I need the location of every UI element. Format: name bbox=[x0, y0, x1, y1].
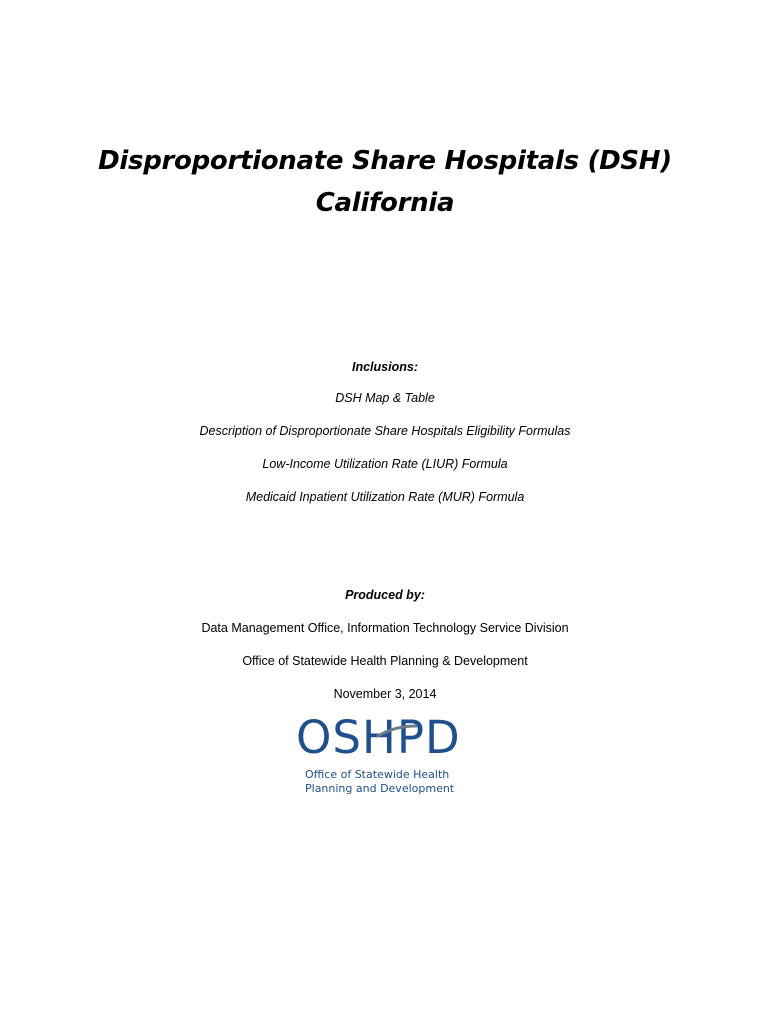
producer-office: Data Management Office, Information Technology Service Division bbox=[201, 621, 569, 635]
logo-subtitle-line-1: Office of Statewide Health bbox=[305, 768, 450, 781]
inclusion-item: Description of Disproportionate Share Hospitals Eligibility Formulas bbox=[199, 424, 571, 438]
logo-swoosh-icon bbox=[296, 712, 476, 772]
title-line-2: California bbox=[315, 188, 455, 218]
logo-subtitle-line-2: Planning and Development bbox=[305, 782, 455, 795]
logo-wordmark: OSHPD bbox=[296, 711, 461, 764]
producer-agency: Office of Statewide Health Planning & Development bbox=[242, 654, 528, 668]
inclusions-heading: Inclusions: bbox=[352, 360, 418, 374]
oshpd-logo bbox=[296, 712, 476, 802]
title-line-1: Disproportionate Share Hospitals (DSH) bbox=[98, 146, 672, 176]
document-date: November 3, 2014 bbox=[333, 687, 437, 701]
document-title bbox=[0, 140, 770, 224]
inclusion-item: Low-Income Utilization Rate (LIUR) Formula bbox=[262, 457, 508, 471]
inclusion-item: Medicaid Inpatient Utilization Rate (MUR) Formula bbox=[245, 490, 525, 504]
inclusion-item: DSH Map & Table bbox=[335, 391, 435, 405]
produced-by-heading: Produced by: bbox=[345, 588, 425, 602]
